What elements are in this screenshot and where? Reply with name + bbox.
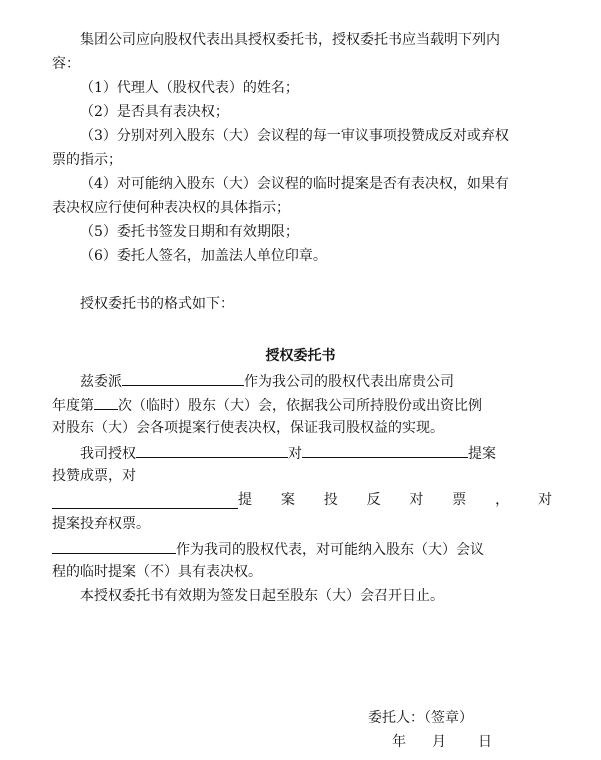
item-5: （5）委托书签发日期和有效期限； [80,224,299,240]
item-4-line-1: （4）对可能纳入股东（大）会议程的临时提案是否有表决权，如果有 [80,176,509,192]
item-3-line-1: （3）分别对列入股东（大）会议程的每一审议事项投赞成反对或弃权 [80,128,509,144]
date-day: 日 [478,734,492,750]
p1-line2-suffix: 次（临时）股东（大）会，依据我公司所持股份或出资比例 [118,398,482,414]
p2-mid: 对 [288,446,302,462]
item-2: （2）是否具有表决权； [80,104,229,120]
form-p2-line-4: 提案投弃权票。 [52,516,150,532]
p2-line3-suffix: 提案投反对票，对 [238,492,552,508]
date-line [392,730,502,754]
date-year: 年 [392,734,406,750]
p1-line2-prefix: 年度第 [52,398,94,414]
item-4-line-2: 表决权应行使何种表决权的具体指示； [52,200,290,216]
p2-prefix: 我司授权 [80,446,136,462]
form-p1-line-2 [52,392,552,416]
p3-suffix: 作为我司的股权代表，对可能纳入股东（大）会议 [176,542,484,558]
p1-suffix: 作为我公司的股权代表出席贵公司 [244,374,454,390]
item-3-line-2: 票的指示； [52,152,122,168]
form-p2-line-1 [80,440,580,464]
form-p4: 本授权委托书有效期为签发日起至股东（大）会召开日止。 [80,588,444,604]
approve-proposals-blank[interactable] [302,440,468,458]
intro-line-2: 容： [52,56,80,72]
p1-prefix: 兹委派 [80,374,122,390]
date-month: 月 [432,734,446,750]
representative-blank[interactable] [52,536,176,554]
item-6: （6）委托人签名，加盖法人单位印章。 [80,248,327,264]
signer-label: 委托人：（签章） [368,710,473,726]
form-p3-line-1 [52,536,552,560]
form-p3-line-2: 程的临时提案（不）具有表决权。 [52,564,262,580]
form-p1-line-1 [80,368,580,392]
form-p2-line-2: 投赞成票，对 [52,468,136,484]
form-title: 授权委托书 [265,348,336,364]
oppose-proposals-blank[interactable] [52,491,238,509]
item-1: （1）代理人（股权代表）的姓名； [80,80,299,96]
format-intro: 授权委托书的格式如下： [80,296,234,312]
authorized-person-blank[interactable] [136,440,288,458]
intro-line-1: 集团公司应向股权代表出具授权委托书，授权委托书应当载明下列内 [80,32,500,48]
p2-suffix: 提案 [468,446,496,462]
form-p1-line-3: 对股东（大）会各项提案行使表决权，保证我司股权益的实现。 [52,420,444,436]
meeting-number-blank[interactable] [94,392,118,410]
form-p2-line-3 [52,488,552,512]
delegate-name-blank[interactable] [122,368,244,386]
